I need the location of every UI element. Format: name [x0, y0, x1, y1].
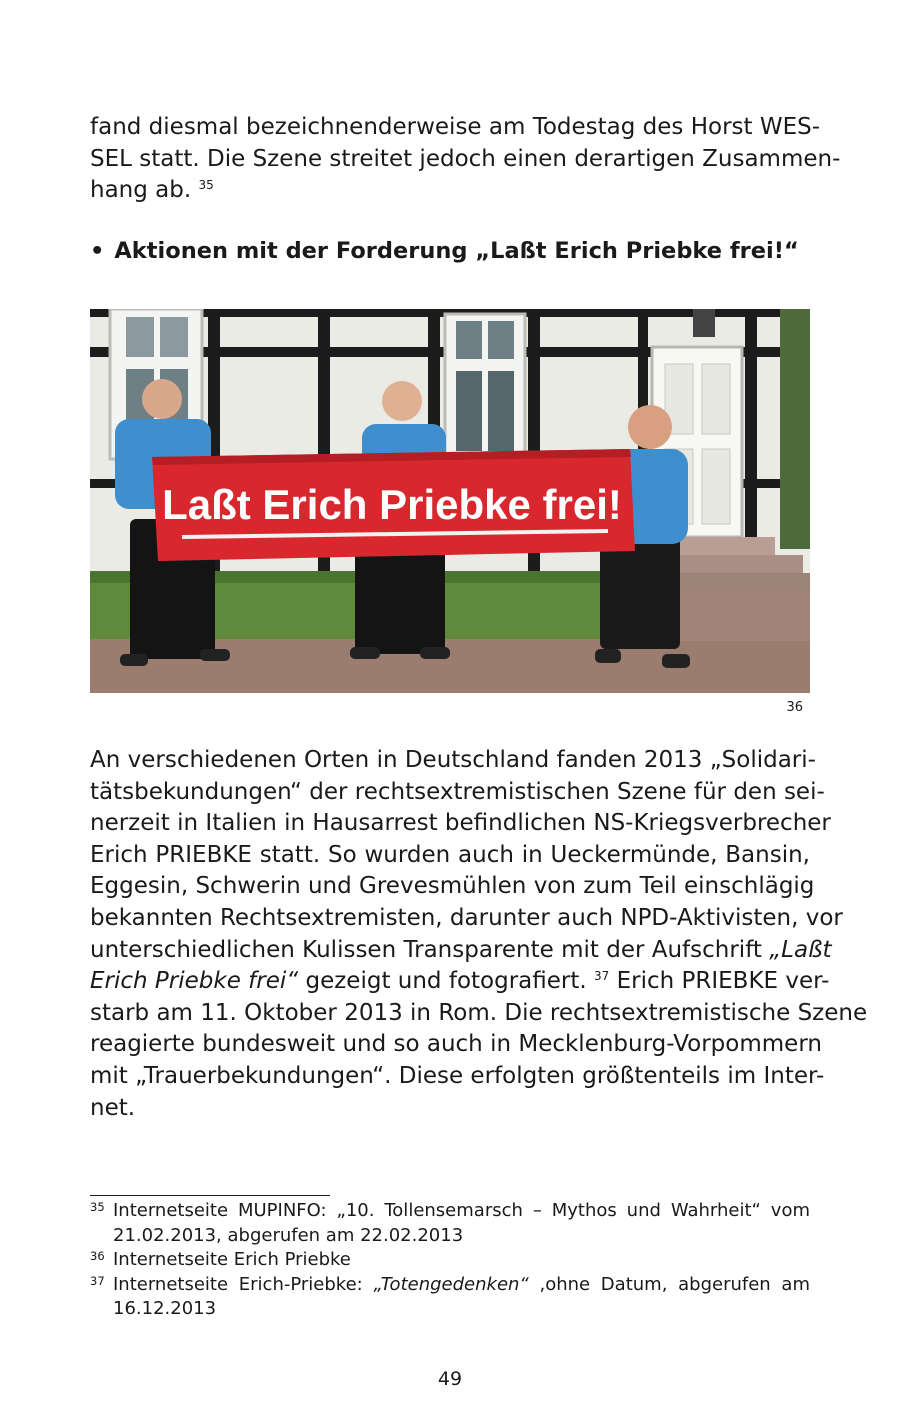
footnote-number: 37	[90, 1273, 105, 1288]
footnote-text: Internetseite MUPINFO: „10. Tollensemarsch – Mythos und Wahrheit“ vom	[113, 1200, 810, 1221]
paragraph-line: nerzeit in Italien in Hausarrest befindlichen NS-Kriegsverbrecher	[90, 810, 831, 837]
paragraph-line: starb am 11. Oktober 2013 in Rom. Die rechtsextremistische Szene	[90, 999, 868, 1026]
footnote-ref-37[interactable]: 37	[594, 969, 610, 984]
paragraph-line: fand diesmal bezeichnenderweise am Todestag des Horst WES-	[90, 114, 821, 140]
paragraph-line: tätsbekundungen“ der rechtsextremistischen Szene für den sei-	[90, 778, 825, 805]
footnotes	[90, 1199, 810, 1322]
paragraph-line: bekannten Rechtsextremisten, darunter auch NPD-Aktivisten, vor	[90, 904, 843, 931]
footnote-37	[90, 1273, 810, 1322]
photo-footnote-ref-36[interactable]: 36	[786, 700, 803, 715]
footnote-35	[90, 1199, 810, 1248]
paragraph-line: reagierte bundesweit und so auch in Mecklenburg-Vorpommern	[90, 1031, 822, 1058]
section-heading-text: Aktionen mit der Forderung „Laßt Erich Priebke frei!“	[114, 238, 799, 264]
paragraph-line: An verschiedenen Orten in Deutschland fanden 2013 „Solidari-	[90, 747, 816, 773]
footnote-number: 35	[90, 1200, 105, 1214]
paragraph-line	[90, 966, 830, 998]
footnote-text: Internetseite Erich Priebke	[113, 1249, 351, 1270]
paragraph-text: unterschiedlichen Kulissen Transparente mit der Aufschrift	[90, 936, 762, 963]
section-heading	[90, 238, 799, 264]
photo-banner-protest	[90, 309, 810, 693]
paragraph-line: net.	[90, 1094, 136, 1121]
paragraph-line: SEL statt. Die Szene streitet jedoch einen derartigen Zusammen-	[90, 145, 841, 172]
paragraph-intro	[90, 112, 841, 207]
paragraph-main	[90, 745, 868, 1124]
photo-illustration	[90, 309, 810, 693]
footnote-text: 21.02.2013, abgerufen am 22.02.2013	[113, 1224, 464, 1246]
paragraph-line	[90, 175, 810, 207]
banner-text: Laßt Erich Priebke frei!	[162, 481, 622, 528]
footnote-title: „Totengedenken“	[373, 1273, 529, 1295]
paragraph-line	[90, 935, 832, 967]
paragraph-line: Eggesin, Schwerin und Grevesmühlen von zum Teil einschlägig	[90, 873, 815, 900]
footnote-text	[113, 1273, 810, 1298]
quoted-slogan: „Laßt	[769, 936, 832, 963]
paragraph-text: hang ab.	[90, 177, 192, 204]
footnote-text-part: ,ohne Datum, abgerufen am	[539, 1273, 810, 1295]
page-number: 49	[437, 1368, 463, 1390]
footnote-number: 36	[90, 1249, 105, 1263]
footnote-divider	[90, 1195, 330, 1196]
footnote-text-part: Internetseite Erich-Priebke:	[113, 1273, 363, 1295]
paragraph-text: Erich PRIEBKE ver-	[616, 968, 830, 995]
paragraph-text: gezeigt und fotografiert.	[305, 968, 587, 995]
footnote-text: 16.12.2013	[113, 1298, 217, 1319]
footnote-ref-35[interactable]: 35	[198, 178, 214, 193]
bullet-icon: •	[90, 238, 105, 264]
paragraph-line: Erich PRIEBKE statt. So wurden auch in Ueckermünde, Bansin,	[90, 841, 810, 868]
paragraph-line: mit „Trauerbekundungen“. Diese erfolgten größtenteils im Inter-	[90, 1062, 825, 1089]
quoted-slogan: Erich Priebke frei“	[90, 968, 299, 995]
footnote-36	[90, 1248, 810, 1273]
